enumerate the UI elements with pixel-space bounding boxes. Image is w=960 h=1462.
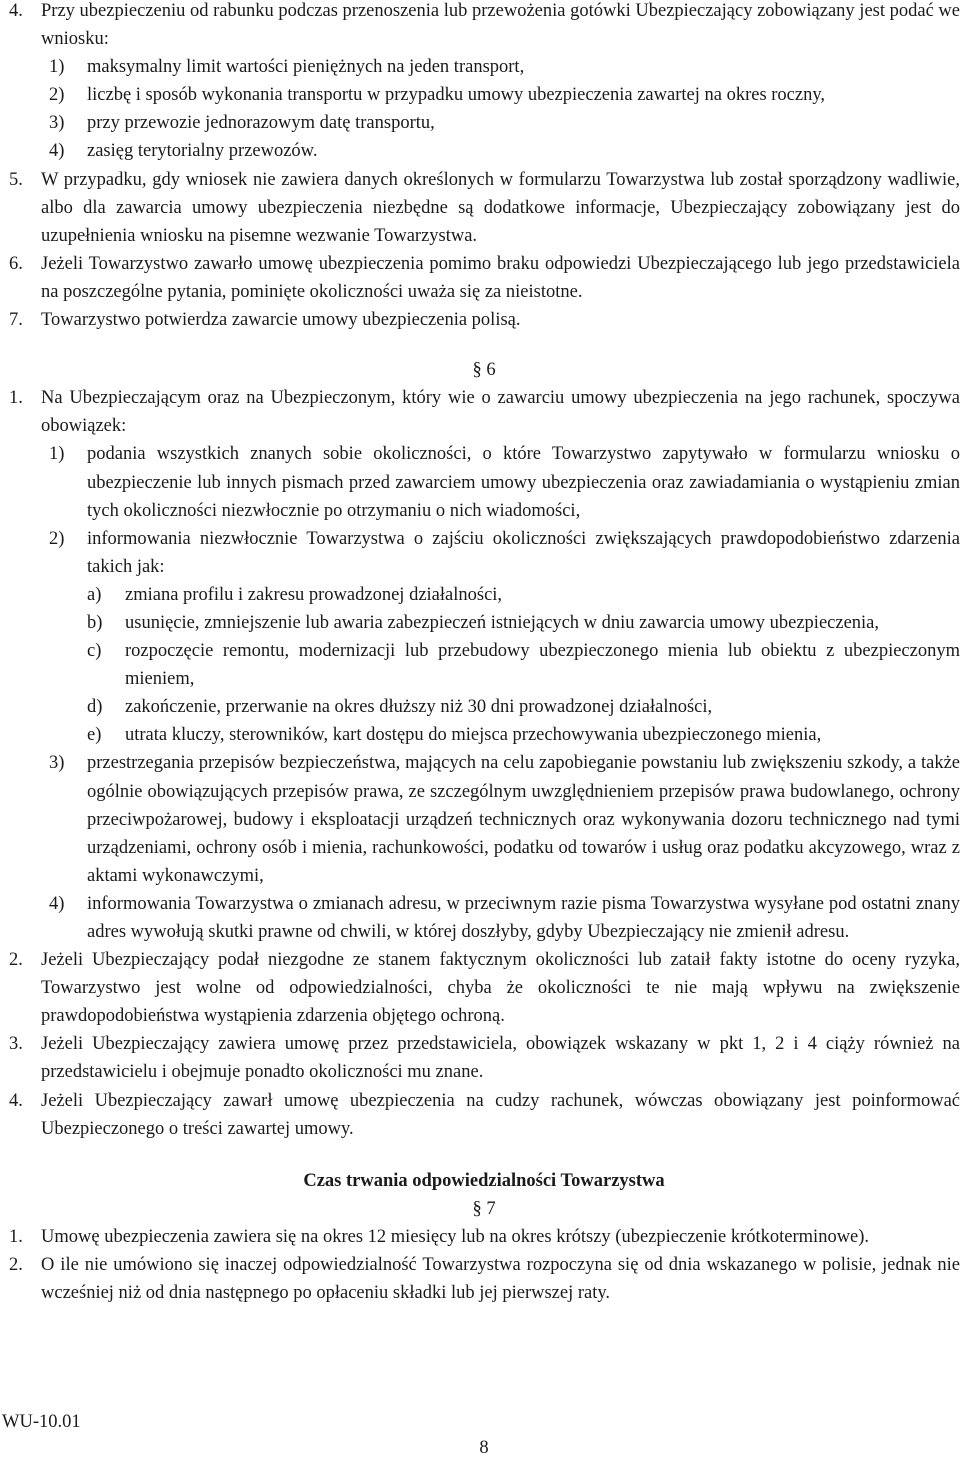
paragraph-7 <box>0 306 960 334</box>
list-item-number: 2) <box>49 528 65 549</box>
list-item-text: informowania niezwłocznie Towarzystwa o zajściu okoliczności zwiększających prawdopodobieństwo zdarzenia takich jak: <box>87 528 960 577</box>
list-item-number: 1) <box>49 57 65 78</box>
paragraph-number: 1. <box>9 1226 23 1247</box>
list-item-text: przy przewozie jednorazowym datę transportu, <box>87 113 435 134</box>
section-7-paragraph-1 <box>0 1223 960 1251</box>
list-item-number: 3) <box>49 753 65 774</box>
paragraph-text: Jeżeli Ubezpieczający podał niezgodne ze stanem faktycznym okoliczności lub zataił fakty istotne do oceny ryzyka, Towarzystwo jest wolne od odpowiedzialności, chyba że okoliczności te nie mają wpływu na zwiększenie prawdopodobieństwa wystąpienia zdarzenia objętego ochroną. <box>41 950 960 1027</box>
sub-list-item-text: rozpoczęcie remontu, modernizacji lub przebudowy ubezpieczonego mienia lub obiektu z ubezpieczonym mieniem, <box>125 641 960 690</box>
list-item <box>0 53 960 81</box>
paragraph-text: Przy ubezpieczeniu od rabunku podczas przenoszenia lub przewożenia gotówki Ubezpieczający zobowiązany jest podać we wniosku: <box>41 1 960 50</box>
paragraph-number: 6. <box>9 253 23 274</box>
paragraph-number: 4. <box>9 1 23 21</box>
section-7-paragraph-2 <box>0 1251 960 1307</box>
list-item-text: podania wszystkich znanych sobie okoliczności, o które Towarzystwo zapytywało w formularzu wniosku o ubezpieczenie lub innych pismach przed zawarciem umowy ubezpieczenia oraz zawiadamiania o wystąpieniu zmian tych okoliczności niezwłocznie po otrzymaniu o nich wiadomości, <box>87 444 960 521</box>
paragraph-number: 2. <box>9 950 23 971</box>
list-item-number: 1) <box>49 444 65 465</box>
sub-list-item-letter: e) <box>87 725 102 746</box>
list-item <box>0 525 960 581</box>
paragraph-number: 5. <box>9 169 23 190</box>
spacer <box>0 334 960 356</box>
list-item-text: liczbę i sposób wykonania transportu w przypadku umowy ubezpieczenia zawartej na okres roczny, <box>87 85 826 106</box>
paragraph-number: 2. <box>9 1255 23 1276</box>
list-item <box>0 137 960 165</box>
paragraph-text: Jeżeli Towarzystwo zawarło umowę ubezpieczenia pomimo braku odpowiedzi Ubezpieczającego lub jego przedstawiciela na poszczególne pytania, pominięte okoliczności uważa się za nieistotne. <box>41 253 960 302</box>
sub-list-item <box>0 609 960 637</box>
paragraph-text: Jeżeli Ubezpieczający zawarł umowę ubezpieczenia na cudzy rachunek, wówczas obowiązany jest poinformować Ubezpieczonego o treści zawartej umowy. <box>41 1090 960 1139</box>
paragraph-text: Towarzystwo potwierdza zawarcie umowy ubezpieczenia polisą. <box>41 310 521 331</box>
list-item <box>0 890 960 946</box>
sub-list-item-text: usunięcie, zmniejszenie lub awaria zabezpieczeń istniejących w dniu zawarcia umowy ubezpieczenia, <box>125 612 880 633</box>
list-item <box>0 109 960 137</box>
list-item-number: 3) <box>49 113 65 134</box>
section-symbol: § 6 <box>472 360 496 381</box>
sub-list-item-letter: b) <box>87 612 103 633</box>
list-item <box>0 81 960 109</box>
section-symbol: § 7 <box>472 1198 496 1219</box>
paragraph-number: 1. <box>9 388 23 409</box>
paragraph-number: 3. <box>9 1034 23 1055</box>
list-item-number: 4) <box>49 893 65 914</box>
section-6-paragraph-2 <box>0 946 960 1030</box>
paragraph-text: W przypadku, gdy wniosek nie zawiera danych określonych w formularzu Towarzystwa lub został sporządzony wadliwie, albo dla zawarcia umowy ubezpieczenia niezbędne są dodatkowe informacje, Ubezpieczający zobowiązany jest do uzupełnienia wniosku na pisemne wezwanie Towarzystwa. <box>41 169 960 246</box>
page-number: 8 <box>479 1438 489 1458</box>
paragraph-5 <box>0 166 960 250</box>
section-6-paragraph-1 <box>0 384 960 440</box>
document-code: WU-10.01 <box>2 1412 81 1432</box>
sub-list-item-letter: a) <box>87 584 102 605</box>
spacer <box>0 1143 960 1167</box>
sub-list-item <box>0 581 960 609</box>
sub-list-item-text: utrata kluczy, sterowników, kart dostępu do miejsca przechowywania ubezpieczonego mienia, <box>125 725 822 746</box>
list-item-text: maksymalny limit wartości pieniężnych na jeden transport, <box>87 57 525 78</box>
list-item-number: 4) <box>49 141 65 162</box>
list-item <box>0 749 960 889</box>
paragraph-6 <box>0 250 960 306</box>
sub-list-item-letter: c) <box>87 641 102 662</box>
list-item-text: informowania Towarzystwa o zmianach adresu, w przeciwnym razie pisma Towarzystwa wysyłane pod ostatni znany adres wywołują skutki prawne od chwili, w której doszłyby, gdyby Ubezpieczający nie zmienił adresu. <box>87 893 960 942</box>
sub-list-item-text: zmiana profilu i zakresu prowadzonej działalności, <box>125 584 503 605</box>
sub-list-item <box>0 637 960 693</box>
paragraph-number: 7. <box>9 310 23 331</box>
paragraph-text: Jeżeli Ubezpieczający zawiera umowę przez przedstawiciela, obowiązek wskazany w pkt 1, 2 i 4 ciąży również na przedstawicielu i obejmuje ponadto okoliczności mu znane. <box>41 1034 960 1083</box>
list-item-text: zasięg terytorialny przewozów. <box>87 141 318 162</box>
section-6-paragraph-4 <box>0 1087 960 1143</box>
sub-list-item-text: zakończenie, przerwanie na okres dłuższy niż 30 dni prowadzonej działalności, <box>125 697 713 718</box>
paragraph-text: Na Ubezpieczającym oraz na Ubezpieczonym, który wie o zawarciu umowy ubezpieczenia na jego rachunek, spoczywa obowiązek: <box>41 388 960 437</box>
sub-list-item <box>0 721 960 749</box>
section-heading: Czas trwania odpowiedzialności Towarzystwa <box>303 1170 665 1191</box>
list-item-text: przestrzegania przepisów bezpieczeństwa, mających na celu zapobieganie powstaniu lub zwiększeniu szkody, a także ogólnie obowiązujących przepisów prawa, ze szczególnym uwzględnieniem przepisów prawa budowlanego, ochrony przeciwpożarowej, budowy i eksploatacji urządzeń technicznych oraz wykonywania dozoru technicznego nad tymi urządzeniami, ochrony osób i mienia, rachunkowości, podatku od towarów i usług oraz podatku akcyzowego, wraz z aktami wykonawczymi, <box>87 753 960 886</box>
sub-list-item <box>0 693 960 721</box>
list-item <box>0 440 960 524</box>
section-6-paragraph-3 <box>0 1030 960 1086</box>
paragraph-number: 4. <box>9 1090 23 1111</box>
paragraph-text: Umowę ubezpieczenia zawiera się na okres 12 miesięcy lub na okres krótszy (ubezpieczenie krótkoterminowe). <box>41 1226 870 1247</box>
sub-list-item-letter: d) <box>87 697 103 718</box>
paragraph-4 <box>0 0 960 53</box>
paragraph-text: O ile nie umówiono się inaczej odpowiedzialność Towarzystwa rozpoczyna się od dnia wskazanego w polisie, jednak nie wcześniej niż od dnia następnego po opłaceniu składki lub jej pierwszej raty. <box>41 1255 960 1304</box>
list-item-number: 2) <box>49 85 65 106</box>
